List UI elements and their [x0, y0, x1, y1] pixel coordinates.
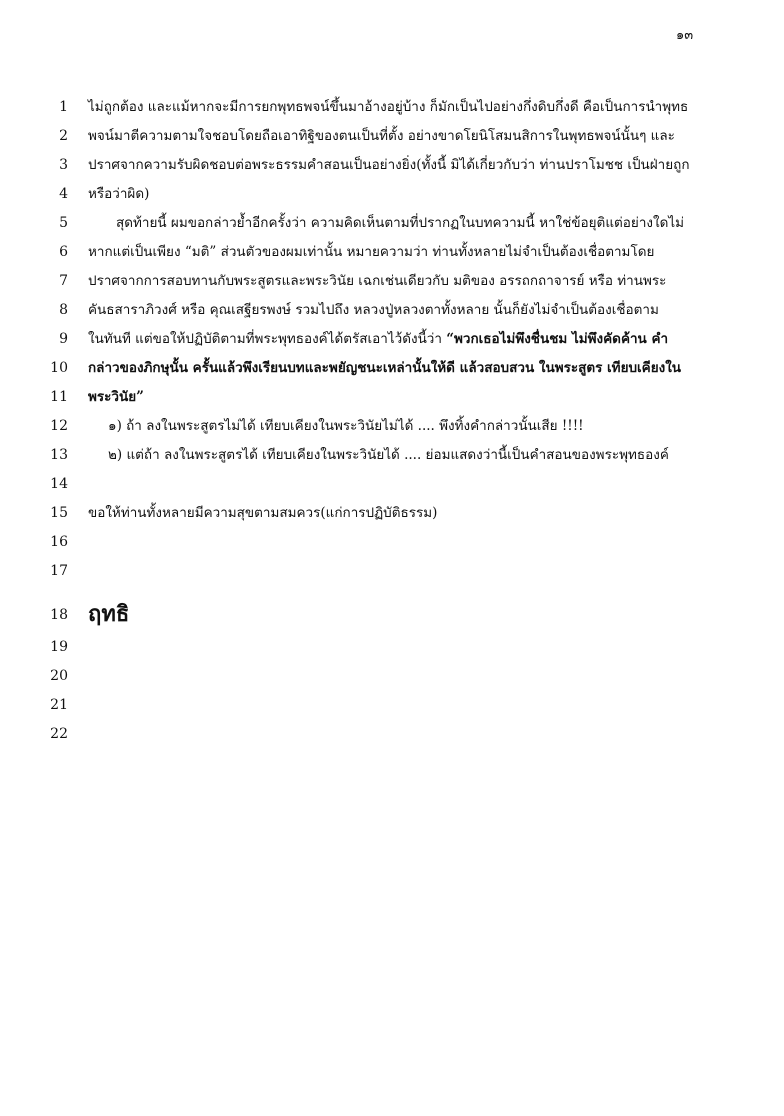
line-number: 20 — [50, 668, 68, 684]
line-number: 5 — [59, 215, 68, 231]
text-line: หรือว่าผิด) — [88, 186, 150, 202]
line-number: 16 — [50, 534, 68, 550]
text-line: หากแต่เป็นเพียง “มติ” ส่วนตัวของผมเท่านั้น หมายความว่า ท่านทั้งหลายไม่จำเป็นต้องเชื่อตามโดย — [88, 244, 655, 260]
text-line: ขอให้ท่านทั้งหลายมีความสุขตามสมควร(แก่การปฏิบัติธรรม) — [88, 505, 438, 521]
line-number: 12 — [50, 418, 68, 434]
line-number: 10 — [50, 360, 68, 376]
line-number: 2 — [59, 128, 68, 144]
line-number: 18 — [50, 607, 68, 623]
signature: ฤทธิ — [88, 601, 130, 627]
list-item: ๑) ถ้า ลงในพระสูตรไม่ได้ เทียบเคียงในพระวินัยไม่ได้ .... พึงทิ้งคำกล่าวนั้นเสีย !!!! — [108, 418, 584, 434]
bold-quote: “พวกเธอไม่พึงชื่นชม ไม่พึงคัดค้าน คำ — [446, 331, 669, 347]
line-number: 13 — [50, 447, 68, 463]
line-number: 19 — [50, 639, 68, 655]
line-number: 3 — [59, 157, 68, 173]
text-line — [88, 329, 668, 349]
line-number: 14 — [50, 476, 68, 492]
line-number: 21 — [50, 697, 68, 713]
line-number: 4 — [59, 186, 68, 202]
line-number: 8 — [59, 302, 68, 318]
line-number: 15 — [50, 505, 68, 521]
text-line: คันธสาราภิวงศ์ หรือ คุณเสฐียรพงษ์ รวมไปถึง หลวงปู่หลวงตาทั้งหลาย นั้นก็ยังไม่จำเป็นต้องเชื่อตาม — [88, 302, 659, 318]
line-number: 22 — [50, 726, 68, 742]
list-item: ๒) แต่ถ้า ลงในพระสูตรได้ เทียบเคียงในพระวินัยได้ .... ย่อมแสดงว่านี้เป็นคำสอนของพระพุทธองค์ — [108, 447, 669, 463]
text-segment: ในทันที แต่ขอให้ปฏิบัติตามที่พระพุทธองค์ได้ตรัสเอาไว้ดังนี้ว่า — [88, 331, 447, 347]
line-number: 1 — [59, 99, 68, 115]
text-line: พจน์มาตีความตามใจชอบโดยถือเอาทิฐิของตนเป็นที่ตั้ง อย่างขาดโยนิโสมนสิการในพุทธพจน์นั้นๆ และ — [88, 128, 675, 144]
line-number: 17 — [50, 563, 68, 579]
text-line: ปราศจากความรับผิดชอบต่อพระธรรมคำสอนเป็นอย่างยิ่ง(ทั้งนี้ มิได้เกี่ยวกับว่า ท่านปราโมชช เป็นฝ่ายถูก — [88, 157, 690, 173]
text-line: พระวินัย” — [88, 389, 144, 405]
text-line: ไม่ถูกต้อง และแม้หากจะมีการยกพุทธพจน์ขึ้นมาอ้างอยู่บ้าง ก็มักเป็นไปอย่างกึ่งดิบกึ่งดี คือเป็นการนำพุทธ — [88, 99, 689, 115]
line-number: 7 — [59, 273, 68, 289]
page-number: ๑๓ — [676, 28, 694, 43]
text-line: ปราศจากการสอบทานกับพระสูตรและพระวินัย เฉกเช่นเดียวกับ มติของ อรรถกถาจารย์ หรือ ท่านพระ — [88, 273, 667, 289]
text-line: สุดท้ายนี้ ผมขอกล่าวย้ำอีกครั้งว่า ความคิดเห็นตามที่ปรากฏในบทความนี้ หาใช่ข้อยุติแต่อย่างใดไม่ — [116, 215, 685, 231]
text-line: กล่าวของภิกษุนั้น ครั้นแล้วพึงเรียนบทและพยัญชนะเหล่านั้นให้ดี แล้วสอบสวน ในพระสูตร เทียบเคียงใน — [88, 360, 682, 376]
line-number: 11 — [50, 389, 68, 405]
line-number: 9 — [59, 331, 68, 347]
line-number: 6 — [59, 244, 68, 260]
